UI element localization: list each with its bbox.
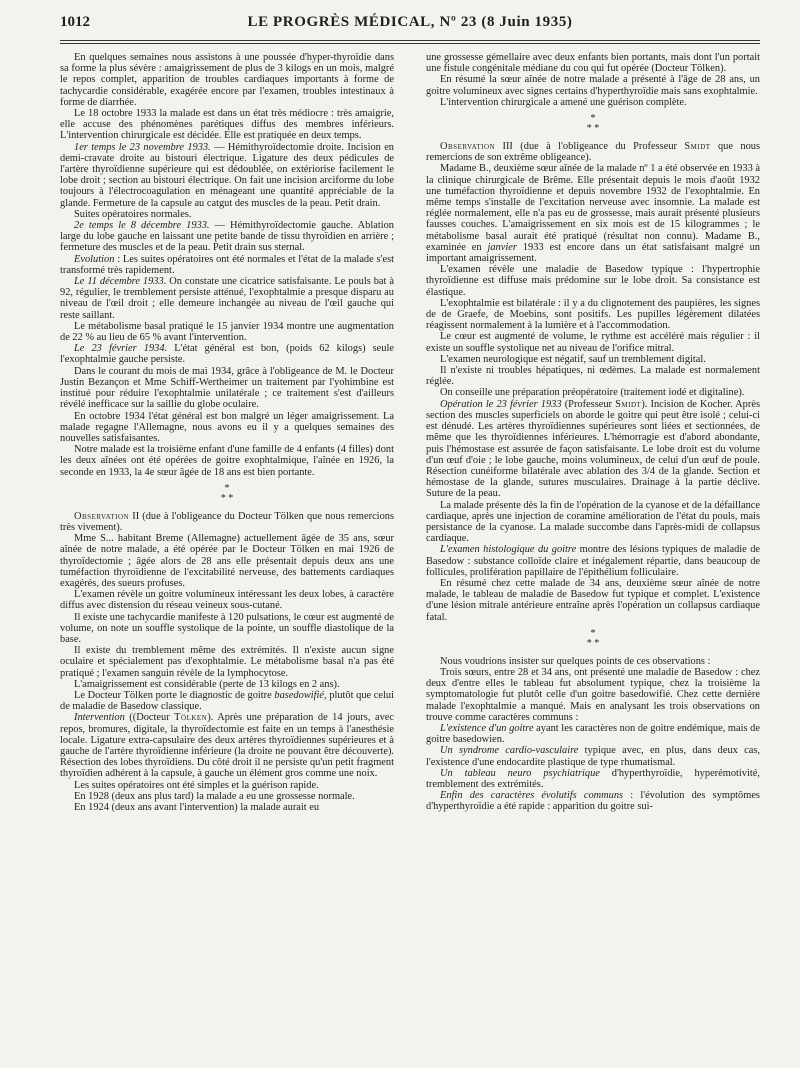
paragraph: Le 23 février 1934. L'état général est bon, (poids 62 kilogs) seule l'exophtalmie gauche persiste. xyxy=(60,343,394,366)
paragraph: Il existe une tachycardie manifeste à 120 pulsations, le cœur est augmenté de volume, on note un souffle systolique de la pointe, un souffle diastolique de la base. xyxy=(60,611,394,645)
italic-label: 1er temps le 23 novembre 1933. xyxy=(74,141,211,153)
observation-heading: Observation II (due à l'obligeance du Docteur Tölken que nous remercions très vivement). xyxy=(60,510,394,533)
paragraph: L'examen neurologique est négatif, sauf un tremblement digital. xyxy=(440,353,706,365)
paragraph: Le 18 octobre 1933 la malade est dans un état très médiocre : très amaigrie, elle accuse des phénomènes parétiques diffus des membres inférieurs. L'intervention chirurgicale est décidée. Elle est pratiquée en deux temps. xyxy=(60,108,394,142)
paragraph: L'examen révèle une maladie de Basedow typique : l'hypertrophie thyroïdienne est diffuse mais prédomine sur le lobe droit. Sa consistance est élastique. xyxy=(426,264,760,298)
paragraph: En quelques semaines nous assistons à une poussée d'hyper-thyroïdie dans sa forme la plus sévère : amaigrissement de plus de 3 kilogs en un mois, malgré le repos complet, apparition de troubles cardiaques importants à forme de tachycardie considérable, exagérée encore par l'examen, troubles intestinaux à forme de diarrhée. xyxy=(60,52,394,108)
italic-label: L'examen histologique du goitre xyxy=(440,544,577,556)
paragraph: Madame B., deuxième sœur aînée de la malade nº 1 a été observée en 1933 à la clinique chirurgicale de Brême. Elle présentait depuis le mois d'août 1932 une tuméfaction thyroïdienne et depuis novembre 1932 de l'exophtalmie. En même temps s'installe de l'excitation nerveuse avec insomnie. La malade est réglée normalement, elle n'a pas eu de grossesse, mais aurait présenté plusieurs fausses couches. L'amaigrissement en six mois est de 15 kilogrammes ; le métabolisme basal aurait été pratiqué (résultat non connu). Madame B., examinée en janvier 1933 est encore dans un état satisfaisant malgré un important amaigrissement. xyxy=(426,163,760,265)
paragraph: Suites opératoires normales. xyxy=(74,208,192,220)
paragraph: En octobre 1934 l'état général est bon malgré un léger amaigrissement. La malade regagne l'Allemagne, nous avons eu il y a quelques semaines des nouvelles satisfaisantes. xyxy=(60,410,394,444)
italic-label: Opération le 23 février 1933 xyxy=(440,398,562,410)
header-rule-double xyxy=(60,43,760,44)
paragraph: 1er temps le 23 novembre 1933. — Hémithyroïdectomie droite. Incision en demi-cravate droite au bistouri électrique. Ligature des deux pédicules de l'artère thyroïdienne supérieure qui est dédoublée, on extériorise facilement le lobe droit ; section au bistouri électrique. On fait une incision arciforme du lobe toujours à l'électrocoagulation en ménageant une quantité appréciable de la glande. Fermeture de la capsule au catgut des muscles de la peau. Petit drain. xyxy=(60,141,395,209)
paragraph: Evolution : Les suites opératoires ont été normales et l'état de la malade s'est transformé très rapidement. xyxy=(60,253,394,276)
paragraph: Un syndrome cardio-vasculaire typique avec, en plus, dans deux cas, l'existence d'une endocardite plastique de type rhumatismal. xyxy=(426,745,760,768)
left-column xyxy=(60,52,394,813)
paragraph: une grossesse gémellaire avec deux enfants bien portants, mais dont l'un portait une fistule congénitale médiane du cou qui fut opérée (Docteur Tölken). xyxy=(426,52,760,75)
paragraph: Les suites opératoires ont été simples et la guérison rapide. xyxy=(74,779,319,791)
paragraph: Intervention ((Docteur Tölken). Après une préparation de 14 jours, avec repos, bromures, digitale, la thyroïdectomie est faite en un temps à l'anesthésie locale. Ligature extra-capsulaire des deux artères thyroïdiennes supérieures et à gauche de l'artère thyroïdienne inférieure (la droite ne pouvant être découverte). Résection des lobes thyroïdiens. Du côté droit il ne persiste qu'un petit fragment thyroïdien adhérent à la capsule, à gauche un élément gros comme une noix. xyxy=(60,712,394,780)
italic-label: Un syndrome cardio-vasculaire xyxy=(440,745,579,757)
section-separator: * * * xyxy=(220,482,234,504)
paragraph: Enfin des caractères évolutifs communs : l'évolution des symptômes d'hyperthyroïdie a été rapide : apparition du goitre sui- xyxy=(426,790,760,813)
page-number: 1012 xyxy=(60,14,90,30)
paragraph: L'examen histologique du goitre montre des lésions typiques de maladie de Basedow : substance colloïde claire et inégalement répartie, dans beaucoup de follicules, prolifération papillaire de l'épithélium folliculaire. xyxy=(426,544,760,578)
paragraph: L'intervention chirurgicale a amené une guérison complète. xyxy=(440,96,687,108)
paragraph: L'exophtalmie est bilatérale : il y a du clignotement des paupières, les signes de de Graefe, de Moebins, sont positifs. Les pupilles légèrement dilatées réagissent normalement à la lumière et à l'accommodation. xyxy=(426,297,760,332)
paragraph: Trois sœurs, entre 28 et 34 ans, ont présenté une maladie de Basedow : chez deux d'entre elles le tableau fut absolument typique, chez la troisième la symptomatologie fut plutôt celle d'un goitre basedowifié. Chez cette dernière malade l'exophtalmie a manqué. Mais en analysant les trois observations on trouve comme caractères communs : xyxy=(426,666,760,723)
paragraph: En résumé chez cette malade de 34 ans, deuxième sœur aînée de notre malade, le tableau de maladie de Basedow fut typique et complet. L'existence d'une lésion mitrale antérieure entraîne après l'opération un collapsus cardiaque fatal. xyxy=(426,577,760,623)
paragraph: Il n'existe ni troubles hépatiques, ni œdèmes. La malade est normalement réglée. xyxy=(426,365,760,388)
paragraph: On conseille une préparation préopératoire (traitement iodé et digitaline). xyxy=(440,387,745,399)
section-separator: * * * xyxy=(586,627,600,649)
italic-label: Le 11 décembre 1933 xyxy=(74,276,164,288)
paragraph: Dans le courant du mois de mai 1934, grâce à l'obligeance de M. le Docteur Justin Bezançon et Mme Schiff-Wertheimer un traitement par l'yohimbine est institué pour réduire l'exophtalmie unilatérale ; ce traitement s'est d'ailleurs révélé inefficace sur la saillie du globe oculaire. xyxy=(60,365,394,411)
paragraph: En résumé la sœur aînée de notre malade a présenté à l'âge de 28 ans, un goitre volumineux avec signes certains d'hyperthyroïdie mais sans exophtalmie. xyxy=(426,74,760,97)
running-title: LE PROGRÈS MÉDICAL, Nº 23 (8 Juin 1935) xyxy=(247,14,573,30)
paragraph: L'amaigrissement est considérable (perte de 13 kilogs en 2 ans). xyxy=(74,678,340,690)
paragraph: En 1928 (deux ans plus tard) la malade a eu une grossesse normale. xyxy=(74,790,355,802)
right-column xyxy=(426,52,760,813)
italic-label: Un tableau neuro psychiatrique xyxy=(440,767,600,779)
paragraph: Le 11 décembre 1933. On constate une cicatrice satisfaisante. Le pouls bat à 92, régulier, le tremblement persiste atténué, l'exophtalmie a presque disparu au niveau de l'œil droit ; elle demeure inchangée au niveau de l'œil gauche qui reste saillant. xyxy=(60,276,394,321)
paragraph: Un tableau neuro psychiatrique d'hyperthyroïdie, hyperémotivité, tremblement des extrémités. xyxy=(426,767,760,790)
italic-label: Le 23 février 1934. xyxy=(74,343,168,355)
paragraph: Opération le 23 février 1933 (Professeur Smidt). Incision de Kocher. Après section des muscles superficiels on aborde le goitre qui peut être isolé ; celui-ci est dénudé. Les artères thyroïdiennes supérieures sont liées et sectionnées, de même que les thyroïdiennes inférieures. L'hémorragie est d'abord abondante, puis l'hémostase est assurée de façon satisfaisante. Le lobe droit est du volume d'un œuf d'oie ; le lobe gauche, moins volumineux, de celui d'un œuf de poule. Résection cunéiforme bilatérale avec ablation des 3/4 de la glande. Section et hémostase de la glande, sutures musculaires. Drainage à la partie déclive. Suture de la peau. xyxy=(426,398,760,500)
section-separator: * * * xyxy=(586,113,600,135)
italic-label: Enfin des caractères évolutifs communs xyxy=(440,790,624,802)
paragraph: L'examen révèle un goitre volumineux intéressant les deux lobes, à caractère diffus avec distension du réseau veineux sous-cutané. xyxy=(60,589,394,612)
italic-label: 2e temps le 8 décembre 1933. xyxy=(74,220,210,232)
paragraph: Il existe du tremblement même des extrémités. Il n'existe aucun signe oculaire et spécialement pas d'exophtalmie. Le métabolisme basal n'a pas été pratiqué ; l'examen sanguin révèle de la lymphocytose. xyxy=(60,645,394,679)
italic-label: Intervention xyxy=(74,712,125,724)
paragraph: Le Docteur Tölken porte le diagnostic de goitre basedowifié, plutôt que celui de maladie de Basedow classique. xyxy=(60,689,394,713)
page-header xyxy=(60,14,760,34)
header-rule xyxy=(60,40,760,41)
italic-label: Evolution xyxy=(74,253,115,265)
observation-heading: Observation III (due à l'obligeance du Professeur Smidt que nous remercions de son extrême obligeance). xyxy=(426,141,760,164)
paragraph: Nous voudrions insister sur quelques points de ces observations : xyxy=(440,655,711,667)
paragraph: L'existence d'un goitre ayant les caractères non de goitre endémique, mais de goitre basedowien. xyxy=(426,722,760,746)
paragraph: Le cœur est augmenté de volume, le rythme est accéléré mais régulier : il existe un souffle systolique net au niveau de l'orifice mitral. xyxy=(426,331,760,354)
paragraph: Notre malade est la troisième enfant d'une famille de 4 enfants (4 filles) dont les deux aînées ont été opérées de goitre exophtalmique, l'aînée en 1926, la seconde en 1933, la 4e sœur âgée de 18 ans est bien portante. xyxy=(60,444,394,478)
italic-label: L'existence d'un goitre xyxy=(440,722,534,734)
paragraph: Mme S... habitant Breme (Allemagne) actuellement âgée de 35 ans, sœur aînée de notre malade, a été opérée par le Docteur Tölken en mai 1926 de thyroïdectomie ; âgée alors de 28 ans elle présentait depuis deux ans une tuméfaction thyroïdienne de l'excitabilité nerveuse, des battements cardiaques exagérés, des sueurs profuses. xyxy=(60,533,394,589)
paragraph: En 1924 (deux ans avant l'intervention) la malade aurait eu xyxy=(74,802,320,813)
paragraph: Le métabolisme basal pratiqué le 15 janvier 1934 montre une augmentation de 22 % au lieu de 65 % avant l'intervention. xyxy=(60,320,394,344)
paragraph: 2e temps le 8 décembre 1933. — Hémithyroïdectomie gauche. Ablation large du lobe gauche en laissant une petite bande de tissu thyroïdien en arrière ; fermeture des muscles et de la peau. Petit drain sus sternal. xyxy=(60,220,395,254)
paragraph: La malade présente dès la fin de l'opération de la cyanose et de la défaillance cardiaque, après une injection de coramine amélioration de l'état du pouls, mais persistance de la cyanose. La malade succombe dans l'après-midi de collapsus cardiaque. xyxy=(426,499,760,545)
